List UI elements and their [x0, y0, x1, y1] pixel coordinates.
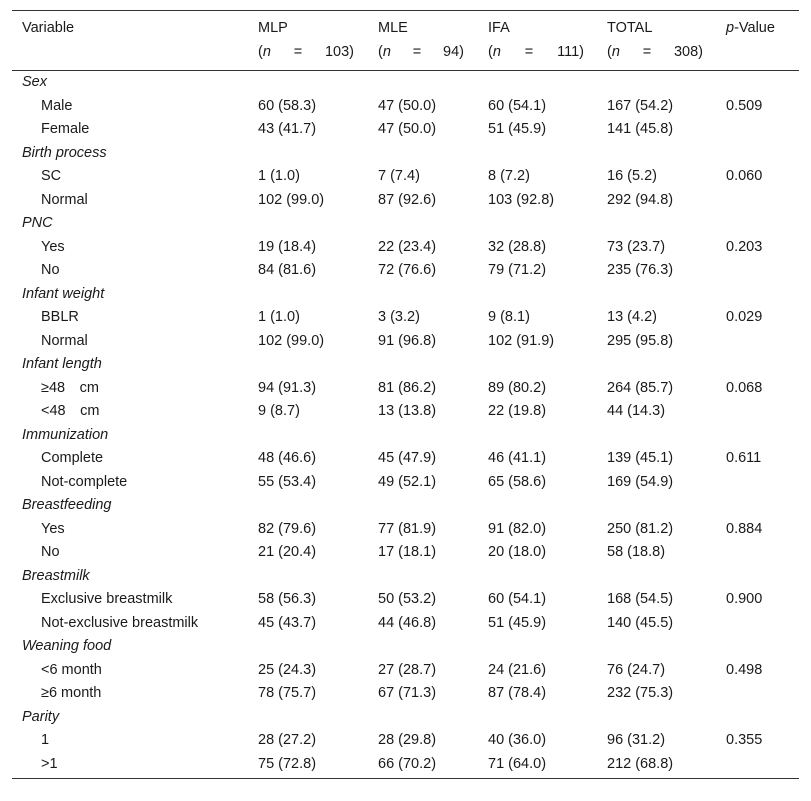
cell-ifa: 65 (58.6): [488, 473, 547, 490]
n-mle: [378, 41, 464, 65]
category-label: Birth process: [22, 144, 107, 161]
category-label: Parity: [22, 708, 60, 725]
cell-total: 168 (54.5): [607, 591, 674, 607]
header-ifa: IFA: [478, 11, 597, 41]
table-row: [12, 471, 799, 495]
table-row: [12, 541, 799, 565]
cell-mlp: 21 (20.4): [258, 544, 317, 560]
header-p-value: [716, 11, 799, 41]
row-label: Not-complete: [41, 473, 128, 490]
cell-ifa: 8 (7.2): [488, 168, 530, 184]
category-row: [12, 212, 799, 236]
category-label: PNC: [22, 215, 53, 231]
cell-p: 0.355: [726, 732, 763, 748]
cell-p: 0.611: [726, 450, 762, 466]
table-row: [12, 400, 799, 424]
n-p-blank: [716, 41, 799, 71]
cell-total: 141 (45.8): [607, 121, 674, 137]
cell-mle: 28 (29.8): [378, 732, 437, 748]
cell-mlp: 84 (81.6): [258, 262, 317, 278]
cell-mle: 44 (46.8): [378, 614, 437, 631]
table-row: [12, 682, 799, 706]
n-total-cell: [597, 41, 716, 71]
n-mlp: [258, 41, 354, 65]
cell-mle: 72 (76.6): [378, 262, 437, 278]
n-open: (n: [258, 43, 271, 60]
header-mle: MLE: [368, 11, 478, 41]
cell-ifa: 32 (28.8): [488, 238, 547, 255]
n-eq: =: [293, 43, 303, 60]
row-label: Normal: [41, 191, 88, 208]
row-label: Exclusive breastmilk: [41, 591, 173, 607]
cell-total: 232 (75.3): [607, 685, 674, 701]
cell-mlp: 102 (99.0): [258, 191, 325, 208]
cell-p: 0.068: [726, 379, 763, 396]
category-row: [12, 353, 799, 377]
cell-ifa: 9 (8.1): [488, 309, 530, 325]
cell-ifa: 60 (54.1): [488, 97, 547, 114]
n-mlp-cell: [248, 41, 368, 71]
p-italic: p: [726, 20, 735, 36]
cell-ifa: 51 (45.9): [488, 614, 547, 631]
cell-ifa: 51 (45.9): [488, 121, 547, 137]
cell-mle: 3 (3.2): [378, 309, 420, 325]
cell-p: 0.029: [726, 309, 763, 325]
table-row: [12, 236, 799, 260]
cell-p: [716, 612, 799, 636]
cell-ifa: 22 (19.8): [488, 403, 547, 419]
cell-total: 169 (54.9): [607, 473, 674, 490]
category-label: Infant length: [22, 356, 102, 372]
row-label: No: [41, 262, 60, 278]
cell-total: 295 (95.8): [607, 332, 674, 349]
category-label: Breastfeeding: [22, 497, 112, 513]
cell-mle: 7 (7.4): [378, 168, 420, 184]
category-row: [12, 494, 799, 518]
cell-mlp: 1 (1.0): [258, 168, 300, 184]
cell-mle: 87 (92.6): [378, 191, 437, 208]
cell-mlp: 55 (53.4): [258, 473, 317, 490]
category-row: [12, 565, 799, 589]
table-row: [12, 729, 799, 753]
category-row: [12, 706, 799, 730]
category-row: [12, 635, 799, 659]
cell-ifa: 79 (71.2): [488, 262, 547, 278]
category-label: Infant weight: [22, 285, 105, 302]
cell-mlp: 43 (41.7): [258, 121, 317, 137]
cell-ifa: 103 (92.8): [488, 191, 555, 208]
n-total: [607, 41, 703, 65]
cell-p: [716, 189, 799, 213]
cell-mle: 47 (50.0): [378, 121, 437, 137]
cell-total: 96 (31.2): [607, 732, 666, 748]
table-row: [12, 518, 799, 542]
table-row: [12, 447, 799, 471]
cell-mlp: 78 (75.7): [258, 685, 317, 701]
cell-total: 44 (14.3): [607, 403, 666, 419]
row-label: Male: [41, 97, 73, 114]
data-table: [12, 10, 799, 779]
cell-mlp: 19 (18.4): [258, 238, 317, 255]
row-label: Normal: [41, 332, 88, 349]
n-mle-cell: [368, 41, 478, 71]
table-row: [12, 330, 799, 354]
n-value: 308): [673, 43, 703, 60]
n-ifa-cell: [478, 41, 597, 71]
n-blank: [12, 41, 248, 71]
cell-mle: 22 (23.4): [378, 238, 437, 255]
row-label: 1: [41, 732, 50, 748]
cell-ifa: 24 (21.6): [488, 661, 547, 678]
cell-p: [716, 471, 799, 495]
cell-mle: 13 (13.8): [378, 403, 437, 419]
cell-total: 235 (76.3): [607, 262, 674, 278]
p-rest: -Value: [734, 20, 775, 36]
row-label: Yes: [41, 238, 65, 255]
n-row: [12, 41, 799, 71]
cell-p: [716, 541, 799, 565]
cell-ifa: 46 (41.1): [488, 450, 547, 466]
table-row: [12, 659, 799, 683]
cell-total: 16 (5.2): [607, 168, 657, 184]
n-eq: =: [642, 43, 652, 60]
table-row: [12, 377, 799, 401]
cell-mlp: 1 (1.0): [258, 309, 300, 325]
cell-total: 76 (24.7): [607, 661, 666, 678]
table-row: [12, 95, 799, 119]
row-label: <48 cm: [41, 403, 100, 419]
table-row: [12, 189, 799, 213]
table-body: [12, 71, 799, 779]
category-row: [12, 71, 799, 95]
cell-mlp: 25 (24.3): [258, 661, 317, 678]
cell-p: 0.884: [726, 520, 763, 537]
cell-total: 212 (68.8): [597, 753, 716, 779]
row-label: ≥6 month: [41, 685, 102, 701]
table-row: [12, 588, 799, 612]
n-value: 103): [324, 43, 354, 60]
row-label: Not-exclusive breastmilk: [41, 614, 199, 631]
cell-p: [716, 259, 799, 283]
table-row: [12, 259, 799, 283]
cell-ifa: 91 (82.0): [488, 520, 547, 537]
header-variable: Variable: [12, 11, 248, 41]
cell-ifa: 20 (18.0): [488, 544, 547, 560]
header-row: [12, 11, 799, 41]
cell-p: [716, 118, 799, 142]
cell-mlp: 58 (56.3): [258, 591, 317, 607]
cell-mle: 67 (71.3): [378, 685, 437, 701]
cell-ifa: 60 (54.1): [488, 591, 547, 607]
cell-mle: 45 (47.9): [378, 450, 437, 466]
table-row: [12, 753, 799, 779]
row-label: Yes: [41, 520, 65, 537]
cell-total: 13 (4.2): [607, 309, 657, 325]
category-label: Breastmilk: [22, 567, 90, 584]
row-label: <6 month: [41, 661, 102, 678]
cell-p: 0.900: [726, 591, 763, 607]
n-ifa: [488, 41, 584, 65]
cell-total: 167 (54.2): [607, 97, 674, 114]
cell-mle: 91 (96.8): [378, 332, 437, 349]
category-label: Sex: [22, 74, 47, 90]
cell-mlp: 28 (27.2): [258, 732, 317, 748]
cell-p: [716, 330, 799, 354]
category-row: [12, 142, 799, 166]
cell-mlp: 75 (72.8): [248, 753, 368, 779]
cell-total: 292 (94.8): [607, 191, 674, 208]
table-row: [12, 306, 799, 330]
cell-mlp: 60 (58.3): [258, 97, 317, 114]
cell-mlp: 94 (91.3): [258, 379, 317, 396]
header-mlp: MLP: [248, 11, 368, 41]
cell-p: 0.498: [726, 661, 763, 678]
cell-mle: 50 (53.2): [378, 591, 437, 607]
n-eq: =: [412, 43, 422, 60]
row-label: BBLR: [41, 309, 79, 325]
cell-mlp: 102 (99.0): [258, 332, 325, 349]
row-label: Complete: [41, 450, 104, 466]
category-label: Weaning food: [22, 638, 112, 654]
table-container: [12, 10, 799, 779]
table-header: [12, 11, 799, 71]
category-row: [12, 283, 799, 307]
cell-ifa: 71 (64.0): [478, 753, 597, 779]
cell-total: 140 (45.5): [607, 614, 674, 631]
cell-p: [716, 682, 799, 706]
cell-ifa: 102 (91.9): [488, 332, 555, 349]
n-value: 111): [557, 43, 584, 60]
cell-mlp: 9 (8.7): [258, 403, 300, 419]
cell-mle: 77 (81.9): [378, 520, 437, 537]
cell-mlp: 48 (46.6): [258, 450, 317, 466]
table-row: [12, 165, 799, 189]
cell-ifa: 40 (36.0): [488, 732, 547, 748]
cell-mle: 47 (50.0): [378, 97, 437, 114]
n-open: (n: [378, 43, 391, 60]
n-open: (n: [488, 43, 501, 60]
cell-ifa: 87 (78.4): [488, 685, 547, 701]
table-row: [12, 612, 799, 636]
header-total: TOTAL: [597, 11, 716, 41]
cell-mle: 17 (18.1): [378, 544, 437, 560]
cell-total: 58 (18.8): [607, 544, 666, 560]
table-row: [12, 118, 799, 142]
row-label: SC: [41, 168, 62, 184]
cell-p: 0.060: [726, 168, 763, 184]
cell-total: 264 (85.7): [607, 379, 674, 396]
cell-mle: 49 (52.1): [378, 473, 437, 490]
cell-p: [716, 400, 799, 424]
n-open: (n: [607, 43, 620, 60]
category-label: Immunization: [22, 426, 109, 443]
row-label: >1: [12, 753, 248, 779]
row-label: ≥48 cm: [41, 379, 99, 396]
cell-total: 139 (45.1): [607, 450, 674, 466]
cell-mle: 81 (86.2): [378, 379, 437, 396]
cell-mle: 27 (28.7): [378, 661, 437, 678]
cell-ifa: 89 (80.2): [488, 379, 547, 396]
cell-mlp: 45 (43.7): [258, 614, 317, 631]
cell-p: [716, 753, 799, 779]
cell-p: 0.509: [726, 97, 763, 114]
cell-total: 250 (81.2): [607, 520, 674, 537]
cell-mlp: 82 (79.6): [258, 520, 317, 537]
category-row: [12, 424, 799, 448]
n-eq: =: [524, 43, 534, 60]
cell-total: 73 (23.7): [607, 238, 666, 255]
row-label: Female: [41, 121, 90, 137]
cell-p: 0.203: [726, 238, 763, 255]
cell-mle: 66 (70.2): [368, 753, 478, 779]
row-label: No: [41, 544, 60, 560]
n-value: 94): [443, 43, 464, 60]
